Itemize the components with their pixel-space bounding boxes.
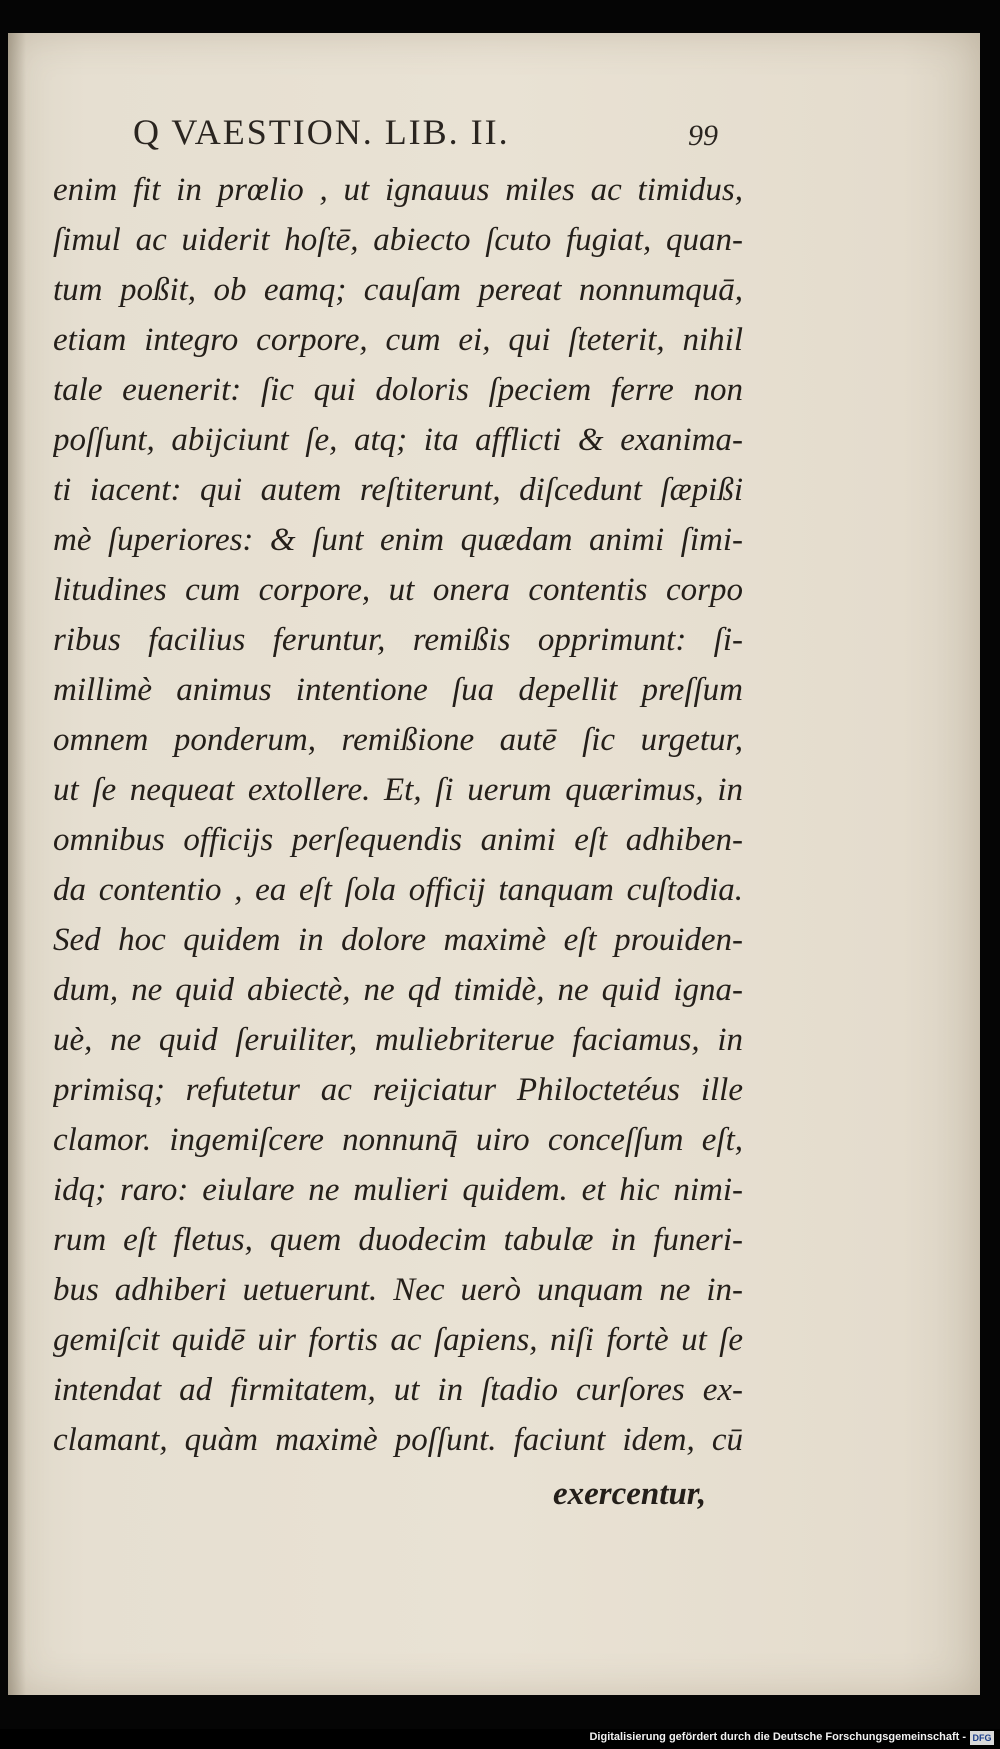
text-line: tale euenerit: ſic qui doloris ſpeciem ferre non bbox=[53, 372, 743, 408]
text-line: bus adhiberi uetuerunt. Nec uerò unquam ne in- bbox=[53, 1272, 743, 1308]
text-line: poſſunt, abijciunt ſe, atq; ita afflicti & exanima- bbox=[53, 422, 743, 458]
text-line: da contentio , ea eſt ſola officij tanquam cuſtodia. bbox=[53, 872, 743, 908]
text-line: dum, ne quid abiectè, ne qd timidè, ne quid igna- bbox=[53, 972, 743, 1008]
dfg-logo: DFG bbox=[970, 1731, 994, 1745]
text-line: ti iacent: qui autem reſtiterunt, diſcedunt ſæpißi bbox=[53, 472, 743, 508]
text-line: Sed hoc quidem in dolore maximè eſt prouiden- bbox=[53, 922, 743, 958]
text-line: idq; raro: eiulare ne mulieri quidem. et hic nimi- bbox=[53, 1172, 743, 1208]
text-line: intendat ad firmitatem, ut in ſtadio curſores ex- bbox=[53, 1372, 743, 1408]
text-line: millimè animus intentione ſua depellit preſſum bbox=[53, 672, 743, 708]
page-number: 99 bbox=[688, 119, 718, 152]
text-line: enim fit in prœlio , ut ignauus miles ac timidus, bbox=[53, 172, 743, 208]
page-header bbox=[8, 111, 980, 161]
body-text bbox=[53, 165, 743, 1465]
text-line: omnibus officijs perſequendis animi eſt adhiben- bbox=[53, 822, 743, 858]
footer-credit: Digitalisierung gefördert durch die Deutsche Forschungsgemeinschaft - bbox=[589, 1731, 966, 1743]
text-line: tum poßit, ob eamq; cauſam pereat nonnumquā, bbox=[53, 272, 743, 308]
text-line: ut ſe nequeat extollere. Et, ſi uerum quærimus, in bbox=[53, 772, 743, 808]
text-line: ſimul ac uiderit hoſtē, abiecto ſcuto fugiat, quan- bbox=[53, 222, 743, 258]
catchword: exercentur, bbox=[553, 1476, 707, 1512]
text-line: ribus facilius feruntur, remißis opprimunt: ſi- bbox=[53, 622, 743, 658]
text-line: omnem ponderum, remißione autē ſic urgetur, bbox=[53, 722, 743, 758]
running-head: Q VAESTION. LIB. II. bbox=[133, 112, 510, 152]
text-line: clamor. ingemiſcere nonnunq̄ uiro conceſſum eſt, bbox=[53, 1122, 743, 1158]
footer-bar bbox=[0, 1729, 1000, 1749]
text-line: uè, ne quid ſeruiliter, muliebriterue faciamus, in bbox=[53, 1022, 743, 1058]
text-line: clamant, quàm maximè poſſunt. faciunt idem, cū bbox=[53, 1422, 743, 1458]
text-line: etiam integro corpore, cum ei, qui ſteterit, nihil bbox=[53, 322, 743, 358]
text-line: gemiſcit quidē uir fortis ac ſapiens, niſi fortè ut ſe bbox=[53, 1322, 743, 1358]
book-page bbox=[8, 33, 980, 1695]
text-line: primisq; refutetur ac reijciatur Philoctetéus ille bbox=[53, 1072, 743, 1108]
text-line: litudines cum corpore, ut onera contentis corpo bbox=[53, 572, 743, 608]
text-line: rum eſt fletus, quem duodecim tabulæ in funeri- bbox=[53, 1222, 743, 1258]
text-line: mè ſuperiores: & ſunt enim quædam animi ſimi- bbox=[53, 522, 743, 558]
